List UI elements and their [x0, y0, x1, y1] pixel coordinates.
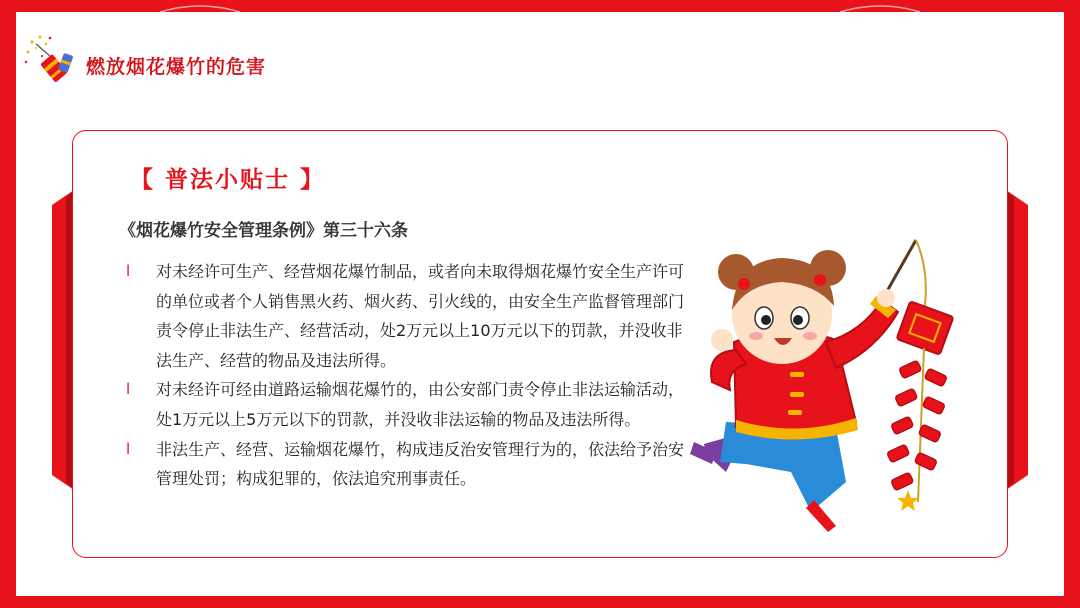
header-title: 燃放烟花爆竹的危害: [86, 56, 267, 78]
bullet-marker: l: [126, 380, 131, 399]
list-item-text: 非法生产、经营、运输烟花爆竹，构成违反治安管理行为的，依法给予治安管理处罚；构成犯罪的，依法追究刑事责任。: [156, 439, 685, 489]
list-item-text: 对未经许可经由道路运输烟花爆竹的，由公安部门责令停止非法运输活动，处1万元以上5万元以下的罚款，并没收非法运输的物品及违法所得。: [156, 380, 685, 429]
top-decoration: [0, 0, 1080, 12]
list-item: [126, 375, 686, 434]
list-item-text: 对未经许可生产、经营烟花爆竹制品，或者向未取得烟花爆竹安全生产许可的单位或者个人销售黑火药、烟火药、引火线的，由安全生产监督管理部门责令停止非法生产、经营活动，处2万元以上10万元以下的罚款，并没收非法生产、经营的物品及违法所得。: [156, 262, 685, 370]
article-title: 《烟花爆竹安全管理条例》第三十六条: [119, 221, 408, 241]
bullet-marker: l: [126, 262, 131, 280]
list-item: [126, 257, 686, 375]
ribbon-left: [52, 190, 74, 490]
tip-title: 【 普法小贴士 】: [130, 167, 326, 193]
firecracker-icon: [22, 32, 80, 82]
regulation-list: [126, 257, 686, 494]
girl-with-firecrackers-illustration: [686, 232, 976, 548]
list-item: [126, 435, 686, 494]
bullet-marker: l: [126, 439, 131, 458]
ribbon-right: [1006, 190, 1028, 490]
